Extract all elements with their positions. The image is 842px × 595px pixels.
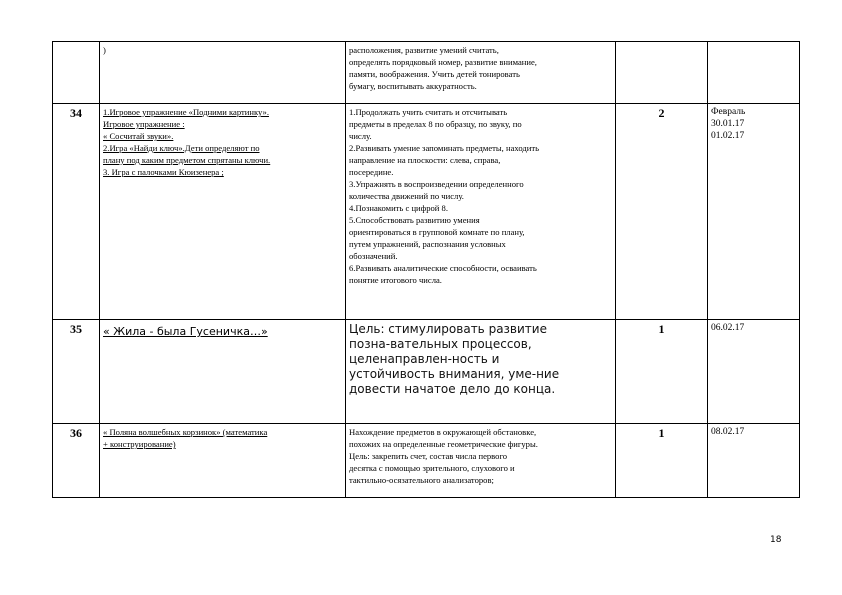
lesson-number: 34 (53, 104, 100, 320)
title-cell (100, 104, 346, 320)
goal-line: определять порядковый номер, развитие внимание, (349, 57, 537, 67)
title-line: 3. Игра с палочками Кюизенера ; (103, 167, 224, 177)
goal-line: Цель: стимулировать развитие (349, 322, 547, 336)
hours-cell (616, 42, 708, 104)
hours-value: 1 (616, 424, 708, 498)
goal-line: тактильно-осязательного анализаторов; (349, 475, 494, 485)
goal-cell (346, 320, 616, 424)
goal-line: 1.Продолжать учить считать и отсчитывать (349, 107, 508, 117)
date-cell (708, 42, 800, 104)
title-line: 2.Игра «Найди ключ».Дети определяют по (103, 143, 260, 153)
goal-line: числу. (349, 131, 372, 141)
goal-line: путем упражнений, распознания условных (349, 239, 506, 249)
goal-line: обозначений. (349, 251, 398, 261)
goal-line: похожих на определенные геометрические фигуры. (349, 439, 538, 449)
date-cell (708, 104, 800, 320)
date-line: 01.02.17 (711, 131, 745, 141)
goal-line: памяти, воображения. Учить детей тонировать (349, 69, 520, 79)
goal-cell (346, 42, 616, 104)
goal-line: направление на плоскости: слева, справа, (349, 155, 501, 165)
goal-line: 3.Упражнять в воспроизведении определенного (349, 179, 524, 189)
hours-value: 2 (616, 104, 708, 320)
date-line: 30.01.17 (711, 119, 745, 129)
date-value: 06.02.17 (708, 320, 800, 424)
goal-line: устойчивость внимания, уме-ние (349, 367, 560, 381)
title-line: плану под каким предметом спрятаны ключи. (103, 155, 271, 165)
goal-line: предметы в пределах 8 по образцу, по звуку, по (349, 119, 522, 129)
lesson-title: « Жила - была Гусеничка…» (103, 325, 268, 338)
title-cell (100, 424, 346, 498)
goal-line: понятие итогового числа. (349, 275, 442, 285)
lesson-number: 35 (53, 320, 100, 424)
goal-line: позна-вательных процессов, (349, 337, 532, 351)
date-value: 08.02.17 (708, 424, 800, 498)
goal-line: количества движений по числу. (349, 191, 464, 201)
goal-line: целенаправлен-ность и (349, 352, 500, 366)
goal-line: посередине. (349, 167, 394, 177)
number-cell (53, 42, 100, 104)
goal-cell (346, 104, 616, 320)
goal-cell (346, 424, 616, 498)
goal-line: 6.Развивать аналитические способности, осваивать (349, 263, 537, 273)
table-row-continuation (53, 42, 800, 104)
table-row-34 (53, 104, 800, 320)
title-cell (100, 42, 346, 104)
page-number: 18 (770, 535, 782, 545)
table-row-35 (53, 320, 800, 424)
goal-line: 2.Развивать умение запоминать предметы, находить (349, 143, 540, 153)
goal-line: Нахождение предметов в окружающей обстановке, (349, 427, 537, 437)
lesson-number: 36 (53, 424, 100, 498)
title-line: Игровое упражнение : (103, 119, 185, 129)
goal-line: расположения, развитие умений считать, (349, 45, 499, 55)
date-line: Февраль (711, 107, 746, 117)
title-cell (100, 320, 346, 424)
goal-line: бумагу, воспитывать аккуратность. (349, 81, 477, 91)
lesson-plan-table (52, 41, 800, 498)
hours-value: 1 (616, 320, 708, 424)
goal-line: 4.Познакомить с цифрой 8. (349, 203, 449, 213)
table-row-36 (53, 424, 800, 498)
title-line: « Поляна волшебных корзинок» (математика (103, 427, 268, 437)
title-line: + конструирование) (103, 439, 176, 449)
goal-line: десятка с помощью зрительного, слухового и (349, 463, 515, 473)
title-line: ) (103, 45, 106, 55)
goal-line: довести начатое дело до конца. (349, 382, 556, 396)
goal-line: Цель: закрепить счет, состав числа первого (349, 451, 508, 461)
goal-line: 5.Способствовать развитию умения (349, 215, 480, 225)
goal-line: ориентироваться в групповой комнате по плану, (349, 227, 525, 237)
title-line: « Сосчитай звуки». (103, 131, 174, 141)
title-line: 1.Игровое упражнение «Подними картинку». (103, 107, 269, 117)
